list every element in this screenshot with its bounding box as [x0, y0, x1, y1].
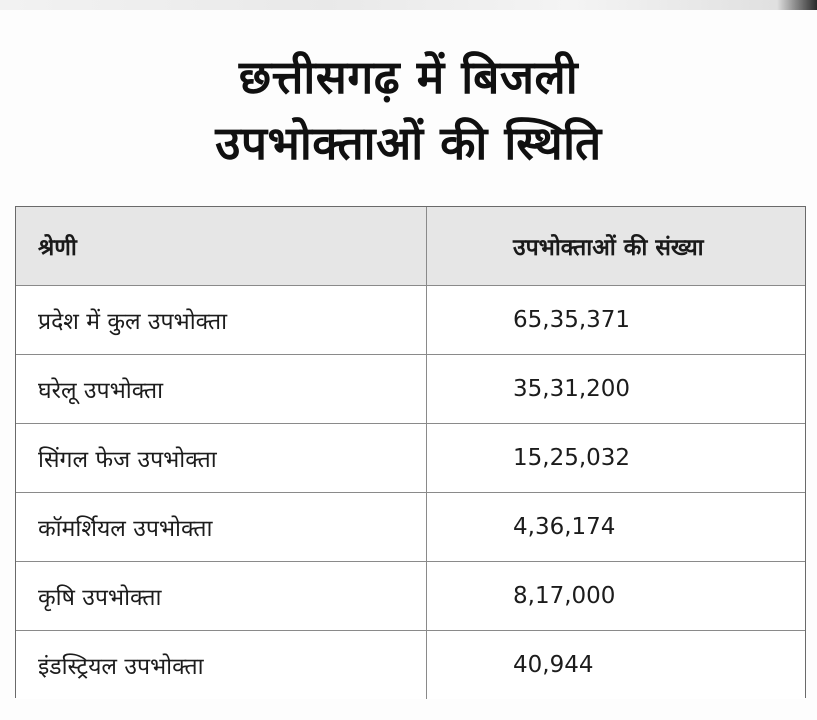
consumer-table-container — [15, 206, 806, 698]
row-count: 65,35,371 — [427, 286, 806, 355]
consumer-table — [16, 207, 805, 699]
header-count: उपभोक्ताओं की संख्या — [427, 207, 806, 286]
row-category: इंडस्ट्रियल उपभोक्ता — [16, 631, 427, 700]
row-count: 40,944 — [427, 631, 806, 700]
table-header-row — [16, 207, 805, 286]
table-row — [16, 493, 805, 562]
table-row — [16, 355, 805, 424]
page-title — [0, 44, 817, 176]
table-row — [16, 286, 805, 355]
row-category: सिंगल फेज उपभोक्ता — [16, 424, 427, 493]
top-edge-strip — [0, 0, 817, 10]
row-category: प्रदेश में कुल उपभोक्ता — [16, 286, 427, 355]
table-row — [16, 562, 805, 631]
row-category: घरेलू उपभोक्ता — [16, 355, 427, 424]
header-category: श्रेणी — [16, 207, 427, 286]
title-line-2: उपभोक्ताओं की स्थिति — [215, 116, 602, 170]
row-count: 8,17,000 — [427, 562, 806, 631]
table-row — [16, 424, 805, 493]
table-row — [16, 631, 805, 700]
row-count: 35,31,200 — [427, 355, 806, 424]
title-line-1: छत्तीसगढ़ में बिजली — [238, 50, 579, 104]
row-count: 15,25,032 — [427, 424, 806, 493]
row-category: कॉमर्शियल उपभोक्ता — [16, 493, 427, 562]
row-count: 4,36,174 — [427, 493, 806, 562]
corner-shadow — [777, 0, 817, 10]
row-category: कृषि उपभोक्ता — [16, 562, 427, 631]
